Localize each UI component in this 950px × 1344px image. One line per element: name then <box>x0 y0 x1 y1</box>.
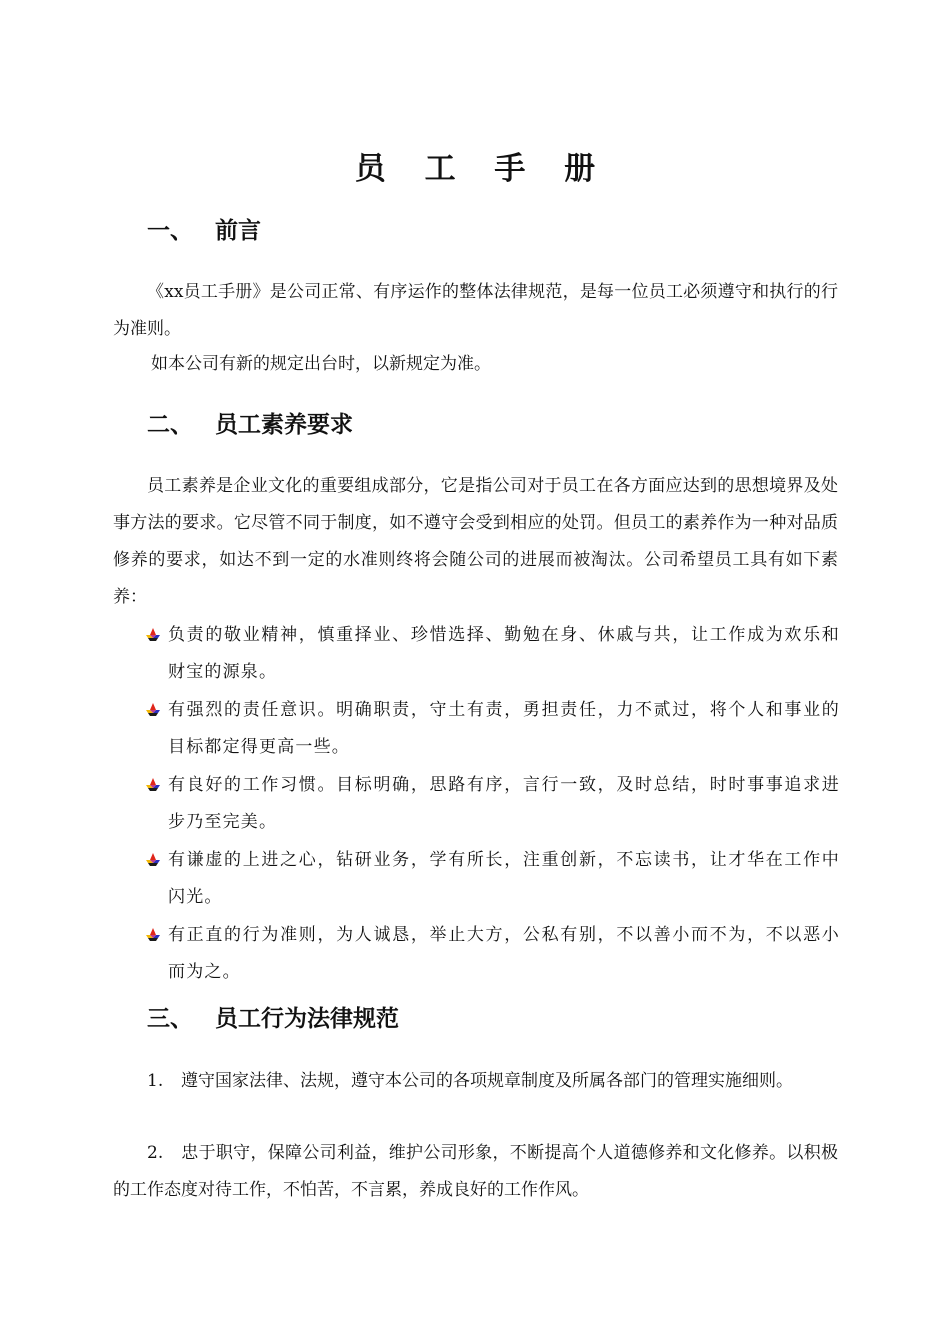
diamond-bullet-icon <box>145 927 161 943</box>
section-heading-conduct-rules <box>147 1002 399 1036</box>
bullet-text: 有正直的行为准则，为人诚恳，举止大方，公私有别，不以善小而不为，不以恶小而为之。 <box>168 925 840 982</box>
list-item <box>145 617 840 691</box>
list-item <box>145 767 840 841</box>
diamond-bullet-icon <box>145 852 161 868</box>
section-heading-preface <box>147 214 261 248</box>
item-number: 2. <box>147 1143 164 1163</box>
section-number: 三、 <box>147 1006 193 1032</box>
paragraph: 《xx员工手册》是公司正常、有序运作的整体法律规范，是每一位员工必须遵守和执行的行为准则。 <box>113 282 838 339</box>
section-heading-quality-requirements <box>147 408 353 442</box>
item-number: 1. <box>147 1071 164 1091</box>
paragraph: 如本公司有新的规定出台时，以新规定为准。 <box>151 354 491 374</box>
bullet-text: 负责的敬业精神，慎重择业、珍惜选择、勤勉在身、休戚与共，让工作成为欢乐和财宝的源泉。 <box>168 625 840 682</box>
bullet-text: 有良好的工作习惯。目标明确，思路有序，言行一致，及时总结，时时事事追求进步乃至完美。 <box>168 775 840 832</box>
paragraph: 员工素养是企业文化的重要组成部分，它是指公司对于员工在各方面应达到的思想境界及处事方法的要求。它尽管不同于制度，如不遵守会受到相应的处罚。但员工的素养作为一种对品质修养的要求，如达不到一定的水准则终将会随公司的进展而被淘汰。公司希望员工具有如下素养： <box>113 476 838 607</box>
section-title: 前言 <box>215 218 261 244</box>
list-item <box>145 692 840 766</box>
quality-bullet-list <box>145 617 840 992</box>
list-item <box>145 917 840 991</box>
item-text: 遵守国家法律、法规，遵守本公司的各项规章制度及所属各部门的管理实施细则。 <box>181 1071 793 1091</box>
diamond-bullet-icon <box>145 702 161 718</box>
section-title: 员工行为法律规范 <box>215 1006 399 1032</box>
page-title: 员 工 手 册 <box>354 151 610 187</box>
bullet-text: 有谦虚的上进之心，钻研业务，学有所长，注重创新，不忘读书，让才华在工作中闪光。 <box>168 850 840 907</box>
numbered-item <box>113 1135 838 1209</box>
diamond-bullet-icon <box>145 627 161 643</box>
section-number: 一、 <box>147 218 193 244</box>
diamond-bullet-icon <box>145 777 161 793</box>
item-text: 忠于职守，保障公司利益，维护公司形象，不断提高个人道德修养和文化修养。以积极的工作态度对待工作，不怕苦，不言累，养成良好的工作作风。 <box>113 1143 838 1200</box>
numbered-item <box>113 1063 838 1100</box>
list-item <box>145 842 840 916</box>
bullet-text: 有强烈的责任意识。明确职责，守土有责，勇担责任，力不贰过，将个人和事业的目标都定得更高一些。 <box>168 700 840 757</box>
section-title: 员工素养要求 <box>215 412 353 438</box>
section-number: 二、 <box>147 412 193 438</box>
